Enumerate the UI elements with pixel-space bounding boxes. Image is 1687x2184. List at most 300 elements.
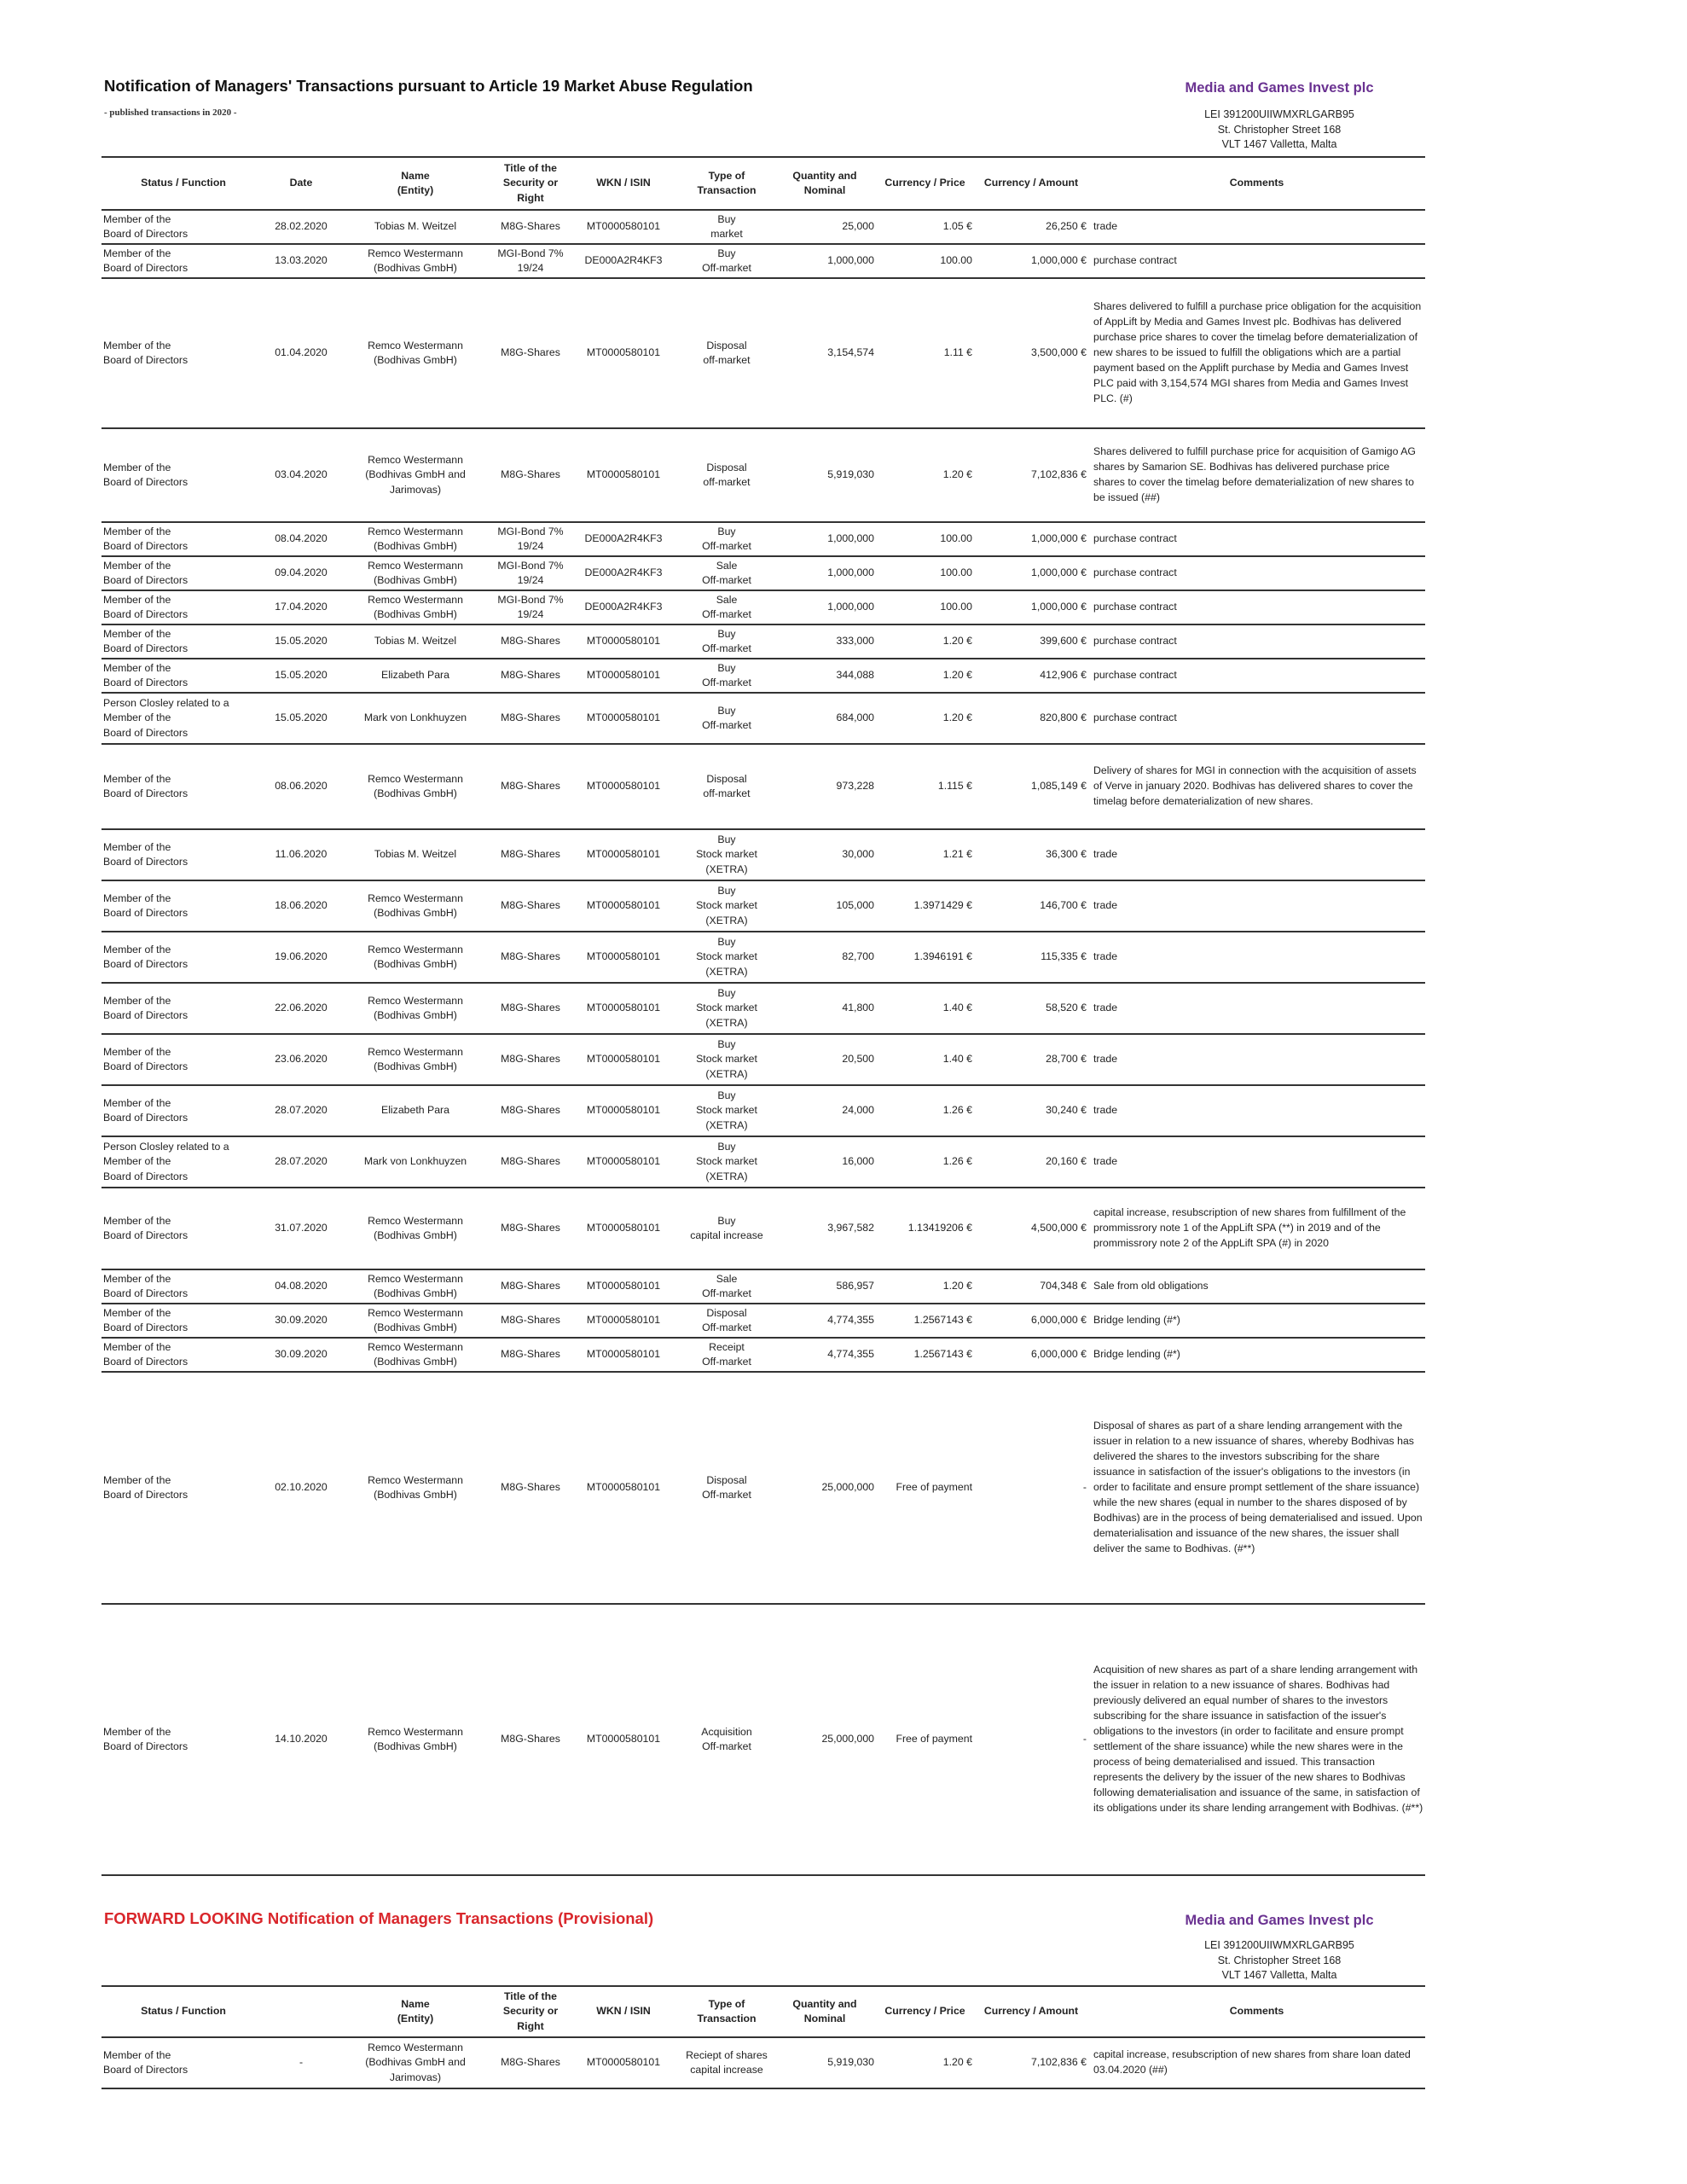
fwd-col-header-wkn: WKN / ISIN xyxy=(596,2005,651,2018)
cell-wkn: MT0000580101 xyxy=(586,1314,661,1327)
forward-table-row xyxy=(101,2037,1425,2088)
fwd-col-header-amount: Currency / Amount xyxy=(983,2005,1079,2018)
cell-type: Buy Stock market (XETRA) xyxy=(696,986,757,1029)
forward-company-name: Media and Games Invest plc xyxy=(1185,1913,1374,1928)
cell-amount: 1,085,149 € xyxy=(1031,780,1087,793)
cell-date: 30.09.2020 xyxy=(275,1348,328,1361)
cell-price: Free of payment xyxy=(896,1481,972,1494)
cell-name: Remco Westermann (Bodhivas GmbH) xyxy=(368,339,463,366)
forward-looking-title: FORWARD LOOKING Notification of Managers Transactions (Provisional) xyxy=(104,1909,654,1927)
cell-type: Sale Off-market xyxy=(702,559,751,586)
cell-wkn: MT0000580101 xyxy=(586,669,661,682)
cell-amount: 146,700 € xyxy=(1040,899,1087,912)
cell-amount: - xyxy=(1082,1481,1087,1494)
cell-price: 1.26 € xyxy=(942,1104,972,1117)
forward-company-street: St. Christopher Street 168 xyxy=(1217,1954,1342,1966)
cell-amount: 30,240 € xyxy=(1046,1104,1087,1117)
cell-qty: 5,919,030 xyxy=(827,2056,874,2069)
cell-title: M8G-Shares xyxy=(501,1104,560,1117)
cell-amount: 412,906 € xyxy=(1040,669,1087,682)
col-header-wkn: WKN / ISIN xyxy=(596,177,651,189)
cell-title: M8G-Shares xyxy=(501,1222,560,1234)
cell-qty: 5,919,030 xyxy=(827,468,874,481)
cell-type: Sale Off-market xyxy=(702,1272,751,1299)
fwd-col-header-status: Status / Function xyxy=(141,2005,226,2018)
cell-wkn: MT0000580101 xyxy=(586,1348,661,1361)
table-row xyxy=(101,590,1425,624)
cell-qty: 25,000 xyxy=(842,220,874,233)
cell-price: 1.3971429 € xyxy=(913,899,972,912)
col-header-date: Date xyxy=(289,177,313,189)
cell-amount: 7,102,836 € xyxy=(1031,2056,1087,2069)
cell-type: Buy Stock market (XETRA) xyxy=(696,935,757,978)
cell-comment: trade xyxy=(1093,1155,1118,1168)
cell-qty: 105,000 xyxy=(836,899,874,912)
cell-date: 19.06.2020 xyxy=(275,950,328,963)
cell-title: M8G-Shares xyxy=(501,712,560,724)
table-row xyxy=(101,522,1425,556)
fwd-col-header-date xyxy=(265,1986,337,2037)
cell-comment: purchase contract xyxy=(1093,532,1177,545)
table-row xyxy=(101,983,1425,1034)
cell-comment: Bridge lending (#*) xyxy=(1093,1314,1180,1327)
cell-title: M8G-Shares xyxy=(501,848,560,861)
cell-type: Reciept of shares capital increase xyxy=(686,2048,768,2076)
cell-name: Remco Westermann (Bodhivas GmbH) xyxy=(368,247,463,274)
cell-price: 1.20 € xyxy=(942,669,972,682)
cell-name: Remco Westermann (Bodhivas GmbH) xyxy=(368,559,463,586)
cell-type: Buy Stock market (XETRA) xyxy=(696,833,757,875)
cell-comment: purchase contract xyxy=(1093,601,1177,613)
col-header-status: Status / Function xyxy=(141,177,226,189)
cell-amount: 1,000,000 € xyxy=(1031,532,1087,545)
fwd-col-header-price: Currency / Price xyxy=(884,2005,965,2018)
cell-qty: 333,000 xyxy=(836,635,874,648)
cell-title: M8G-Shares xyxy=(501,1280,560,1292)
cell-date: - xyxy=(299,2056,304,2069)
cell-price: 1.20 € xyxy=(942,635,972,648)
cell-amount: - xyxy=(1082,1733,1087,1745)
cell-title: M8G-Shares xyxy=(501,1348,560,1361)
cell-comment: capital increase, resubscription of new shares from share loan dated 03.04.2020 (##) xyxy=(1093,2048,1411,2076)
cell-price: Free of payment xyxy=(896,1733,972,1745)
cell-type: Buy Stock market (XETRA) xyxy=(696,1089,757,1131)
company-name: Media and Games Invest plc xyxy=(1185,80,1374,96)
cell-type: Buy Stock market (XETRA) xyxy=(696,884,757,926)
cell-comment: trade xyxy=(1093,220,1118,233)
col-header-amount: Currency / Amount xyxy=(983,177,1079,189)
cell-status: Person Closley related to a Member of the Board of Directors xyxy=(103,696,229,739)
cell-name: Remco Westermann (Bodhivas GmbH) xyxy=(368,892,463,919)
cell-price: 100.00 xyxy=(940,254,972,267)
cell-amount: 1,000,000 € xyxy=(1031,254,1087,267)
cell-status: Person Closley related to a Member of the Board of Directors xyxy=(103,1140,229,1182)
cell-amount: 4,500,000 € xyxy=(1031,1222,1087,1234)
cell-date: 15.05.2020 xyxy=(275,669,328,682)
cell-wkn: DE000A2R4KF3 xyxy=(584,532,663,545)
fwd-col-header-comments: Comments xyxy=(1229,2005,1284,2018)
company-city: VLT 1467 Valletta, Malta xyxy=(1221,138,1337,150)
cell-type: Disposal off-market xyxy=(703,772,751,799)
cell-name: Elizabeth Para xyxy=(381,669,449,682)
cell-qty: 25,000,000 xyxy=(821,1733,874,1745)
cell-price: 100.00 xyxy=(940,601,972,613)
cell-price: 1.2567143 € xyxy=(913,1348,972,1361)
cell-status: Member of the Board of Directors xyxy=(103,1214,188,1241)
cell-date: 09.04.2020 xyxy=(275,566,328,579)
cell-status: Member of the Board of Directors xyxy=(103,461,188,488)
cell-title: M8G-Shares xyxy=(501,899,560,912)
cell-date: 31.07.2020 xyxy=(275,1222,328,1234)
forward-company-lei: LEI 391200UIIWMXRLGARB95 xyxy=(1204,1939,1354,1951)
cell-name: Remco Westermann (Bodhivas GmbH) xyxy=(368,1045,463,1072)
table-row xyxy=(101,932,1425,983)
cell-wkn: MT0000580101 xyxy=(586,1733,661,1745)
cell-comment: purchase contract xyxy=(1093,254,1177,267)
cell-status: Member of the Board of Directors xyxy=(103,525,188,552)
cell-type: Buy Off-market xyxy=(702,525,751,552)
fwd-col-header-qty: Quantity and Nominal xyxy=(792,1997,857,2024)
cell-amount: 6,000,000 € xyxy=(1031,1348,1087,1361)
fwd-col-header-name: Name (Entity) xyxy=(397,1997,434,2024)
cell-wkn: MT0000580101 xyxy=(586,1280,661,1292)
cell-wkn: DE000A2R4KF3 xyxy=(584,601,663,613)
cell-price: 1.20 € xyxy=(942,712,972,724)
cell-wkn: MT0000580101 xyxy=(586,1053,661,1066)
cell-amount: 6,000,000 € xyxy=(1031,1314,1087,1327)
cell-title: M8G-Shares xyxy=(501,950,560,963)
table-row xyxy=(101,1604,1425,1875)
cell-status: Member of the Board of Directors xyxy=(103,840,188,868)
cell-name: Remco Westermann (Bodhivas GmbH) xyxy=(368,1306,463,1333)
table-row xyxy=(101,1136,1425,1188)
cell-qty: 24,000 xyxy=(842,1104,874,1117)
cell-wkn: MT0000580101 xyxy=(586,848,661,861)
cell-status: Member of the Board of Directors xyxy=(103,627,188,654)
cell-price: 1.2567143 € xyxy=(913,1314,972,1327)
cell-comment: Acquisition of new shares as part of a share lending arrangement with the issuer in relation to a new issuance of shares. Bodhivas had previously delivered an equal number of shares to the investors subscribing for the share issuance in satisfaction of the issuer's obligations to the investors (in order to facilitate and ensure prompt settlement of the share issuance) while the new shares were in the process of being dematerialised and issued. This transaction represents the delivery by the issuer of the new shares to Bodhivas following dematerialisation and issuance of the same, in satisfaction of its obligations under its share lending arrangement with Bodhivas. (#**) xyxy=(1093,1664,1423,1814)
document-title: Notification of Managers' Transactions pursuant to Article 19 Market Abuse Regulation xyxy=(104,77,753,95)
cell-comment: trade xyxy=(1093,1002,1118,1014)
cell-qty: 586,957 xyxy=(836,1280,874,1292)
company-street: St. Christopher Street 168 xyxy=(1217,123,1342,136)
col-header-price: Currency / Price xyxy=(884,177,965,189)
cell-status: Member of the Board of Directors xyxy=(103,892,188,919)
cell-comment: purchase contract xyxy=(1093,712,1177,724)
cell-date: 02.10.2020 xyxy=(275,1481,328,1494)
cell-name: Tobias M. Weitzel xyxy=(374,220,457,233)
cell-type: Sale Off-market xyxy=(702,593,751,620)
cell-qty: 25,000,000 xyxy=(821,1481,874,1494)
cell-date: 28.07.2020 xyxy=(275,1155,328,1168)
table-row xyxy=(101,1304,1425,1338)
col-header-title: Title of the Security or Right xyxy=(502,161,559,204)
cell-type: Buy Off-market xyxy=(702,661,751,688)
cell-qty: 16,000 xyxy=(842,1155,874,1168)
cell-comment: Sale from old obligations xyxy=(1093,1280,1209,1292)
cell-title: M8G-Shares xyxy=(501,1314,560,1327)
company-address xyxy=(1143,107,1416,153)
cell-wkn: DE000A2R4KF3 xyxy=(584,566,663,579)
cell-qty: 1,000,000 xyxy=(827,254,874,267)
cell-wkn: MT0000580101 xyxy=(586,635,661,648)
cell-title: M8G-Shares xyxy=(501,669,560,682)
cell-qty: 3,967,582 xyxy=(827,1222,874,1234)
cell-status: Member of the Board of Directors xyxy=(103,1725,188,1752)
cell-title: M8G-Shares xyxy=(501,1155,560,1168)
cell-comment: trade xyxy=(1093,1104,1118,1117)
cell-status: Member of the Board of Directors xyxy=(103,661,188,688)
table-row xyxy=(101,693,1425,744)
table-row xyxy=(101,428,1425,522)
cell-qty: 41,800 xyxy=(842,1002,874,1014)
table-row xyxy=(101,278,1425,428)
cell-amount: 28,700 € xyxy=(1046,1053,1087,1066)
cell-title: M8G-Shares xyxy=(501,1733,560,1745)
table-row xyxy=(101,556,1425,590)
cell-title: M8G-Shares xyxy=(501,2056,560,2069)
cell-wkn: MT0000580101 xyxy=(586,712,661,724)
cell-name: Remco Westermann (Bodhivas GmbH) xyxy=(368,772,463,799)
cell-price: 1.40 € xyxy=(942,1002,972,1014)
cell-comment: trade xyxy=(1093,899,1118,912)
cell-price: 1.11 € xyxy=(943,346,972,359)
cell-qty: 4,774,355 xyxy=(827,1314,874,1327)
cell-qty: 3,154,574 xyxy=(827,346,874,359)
forward-table-header-row xyxy=(101,1986,1425,2037)
cell-title: MGI-Bond 7% 19/24 xyxy=(497,559,564,586)
table-row xyxy=(101,744,1425,829)
table-row xyxy=(101,1269,1425,1304)
cell-title: M8G-Shares xyxy=(501,1002,560,1014)
cell-date: 15.05.2020 xyxy=(275,712,328,724)
cell-amount: 1,000,000 € xyxy=(1031,601,1087,613)
cell-status: Member of the Board of Directors xyxy=(103,1340,188,1368)
cell-name: Elizabeth Para xyxy=(381,1104,449,1117)
col-header-qty: Quantity and Nominal xyxy=(792,169,857,196)
cell-price: 1.05 € xyxy=(942,220,972,233)
cell-qty: 973,228 xyxy=(836,780,874,793)
col-header-type: Type of Transaction xyxy=(697,169,757,196)
cell-type: Disposal off-market xyxy=(703,461,751,488)
cell-date: 04.08.2020 xyxy=(275,1280,328,1292)
cell-comment: purchase contract xyxy=(1093,635,1177,648)
table-row xyxy=(101,829,1425,880)
table-row xyxy=(101,624,1425,659)
cell-date: 17.04.2020 xyxy=(275,601,328,613)
cell-type: Disposal Off-market xyxy=(702,1473,751,1501)
cell-qty: 344,088 xyxy=(836,669,874,682)
cell-comment: trade xyxy=(1093,848,1118,861)
cell-name: Remco Westermann (Bodhivas GmbH) xyxy=(368,1340,463,1368)
cell-price: 1.20 € xyxy=(942,2056,972,2069)
table-row xyxy=(101,1188,1425,1269)
table-row xyxy=(101,1085,1425,1136)
cell-type: Buy market xyxy=(710,212,743,240)
cell-name: Remco Westermann (Bodhivas GmbH) xyxy=(368,1214,463,1241)
cell-status: Member of the Board of Directors xyxy=(103,772,188,799)
cell-status: Member of the Board of Directors xyxy=(103,1096,188,1124)
cell-date: 18.06.2020 xyxy=(275,899,328,912)
cell-title: M8G-Shares xyxy=(501,468,560,481)
cell-price: 1.26 € xyxy=(942,1155,972,1168)
transactions-table xyxy=(101,156,1425,1876)
cell-qty: 684,000 xyxy=(836,712,874,724)
cell-amount: 820,800 € xyxy=(1040,712,1087,724)
cell-price: 100.00 xyxy=(940,532,972,545)
cell-amount: 36,300 € xyxy=(1046,848,1087,861)
cell-price: 1.40 € xyxy=(942,1053,972,1066)
cell-wkn: MT0000580101 xyxy=(586,1155,661,1168)
forward-transactions-table xyxy=(101,1985,1425,2089)
cell-name: Remco Westermann (Bodhivas GmbH and Jarimovas) xyxy=(365,453,466,496)
cell-price: 1.13419206 € xyxy=(907,1222,972,1234)
cell-wkn: MT0000580101 xyxy=(586,2056,661,2069)
cell-title: M8G-Shares xyxy=(501,1481,560,1494)
cell-name: Remco Westermann (Bodhivas GmbH) xyxy=(368,593,463,620)
cell-qty: 1,000,000 xyxy=(827,566,874,579)
cell-qty: 20,500 xyxy=(842,1053,874,1066)
cell-status: Member of the Board of Directors xyxy=(103,943,188,970)
cell-amount: 1,000,000 € xyxy=(1031,566,1087,579)
cell-type: Disposal Off-market xyxy=(702,1306,751,1333)
cell-type: Buy Off-market xyxy=(702,247,751,274)
cell-comment: Shares delivered to fulfill purchase price for acquisition of Gamigo AG shares by Samarion SE. Bodhivas has delivered purchase price shares to cover the timelag before dematerialization of new shares to be issued (##) xyxy=(1093,445,1416,503)
cell-wkn: MT0000580101 xyxy=(586,1104,661,1117)
cell-price: 1.115 € xyxy=(937,780,972,793)
cell-comment: Shares delivered to fulfill a purchase price obligation for the acquisition of AppLift by Media and Games Invest plc. Bodhivas has delivered purchase price shares to cover the timelag before dematerialization of new shares to be issued to fulfill the obligations which are a partial payment based on the Applift purchase by Media and Games Invest PLC paid with 3,154,574 MGI shares from Media and Games Invest PLC. (#) xyxy=(1093,300,1422,404)
cell-wkn: MT0000580101 xyxy=(586,1222,661,1234)
cell-qty: 1,000,000 xyxy=(827,532,874,545)
cell-type: Acquisition Off-market xyxy=(701,1725,752,1752)
cell-date: 08.06.2020 xyxy=(275,780,328,793)
cell-name: Tobias M. Weitzel xyxy=(374,848,457,861)
cell-title: M8G-Shares xyxy=(501,635,560,648)
cell-price: 1.20 € xyxy=(942,1280,972,1292)
cell-status: Member of the Board of Directors xyxy=(103,247,188,274)
cell-date: 30.09.2020 xyxy=(275,1314,328,1327)
cell-status: Member of the Board of Directors xyxy=(103,339,188,366)
cell-type: Buy Off-market xyxy=(702,704,751,731)
cell-date: 28.02.2020 xyxy=(275,220,328,233)
cell-status: Member of the Board of Directors xyxy=(103,1272,188,1299)
cell-name: Remco Westermann (Bodhivas GmbH) xyxy=(368,994,463,1021)
cell-date: 23.06.2020 xyxy=(275,1053,328,1066)
cell-amount: 115,335 € xyxy=(1041,950,1087,963)
cell-status: Member of the Board of Directors xyxy=(103,593,188,620)
cell-wkn: MT0000580101 xyxy=(586,346,661,359)
cell-price: 100.00 xyxy=(940,566,972,579)
cell-name: Mark von Lonkhuyzen xyxy=(363,1155,467,1168)
cell-date: 13.03.2020 xyxy=(275,254,328,267)
cell-title: M8G-Shares xyxy=(501,1053,560,1066)
cell-type: Receipt Off-market xyxy=(702,1340,751,1368)
cell-date: 03.04.2020 xyxy=(275,468,328,481)
cell-amount: 3,500,000 € xyxy=(1031,346,1087,359)
cell-comment: trade xyxy=(1093,950,1118,963)
cell-amount: 20,160 € xyxy=(1046,1155,1087,1168)
forward-company-city: VLT 1467 Valletta, Malta xyxy=(1221,1969,1337,1981)
cell-price: 1.20 € xyxy=(942,468,972,481)
table-row xyxy=(101,1338,1425,1372)
cell-type: Buy Off-market xyxy=(702,627,751,654)
cell-name: Remco Westermann (Bodhivas GmbH) xyxy=(368,943,463,970)
table-row xyxy=(101,880,1425,932)
cell-name: Remco Westermann (Bodhivas GmbH) xyxy=(368,525,463,552)
fwd-col-header-type: Type of Transaction xyxy=(697,1997,757,2024)
cell-wkn: MT0000580101 xyxy=(586,950,661,963)
cell-qty: 1,000,000 xyxy=(827,601,874,613)
forward-company-address xyxy=(1143,1938,1416,1984)
cell-wkn: DE000A2R4KF3 xyxy=(584,254,663,267)
cell-title: M8G-Shares xyxy=(501,780,560,793)
cell-date: 22.06.2020 xyxy=(275,1002,328,1014)
cell-comment: Delivery of shares for MGI in connection with the acquisition of assets of Verve in january 2020. Bodhivas has delivered shares to cover the timelag before dematerialization of new shares. xyxy=(1093,764,1417,807)
cell-comment: purchase contract xyxy=(1093,566,1177,579)
col-header-comments: Comments xyxy=(1229,177,1284,189)
cell-title: MGI-Bond 7% 19/24 xyxy=(497,247,564,274)
cell-name: Tobias M. Weitzel xyxy=(374,635,457,648)
cell-date: 08.04.2020 xyxy=(275,532,328,545)
table-header-row xyxy=(101,157,1425,210)
cell-wkn: MT0000580101 xyxy=(586,780,661,793)
cell-amount: 7,102,836 € xyxy=(1031,468,1087,481)
table-row xyxy=(101,1372,1425,1604)
cell-name: Remco Westermann (Bodhivas GmbH and Jarimovas) xyxy=(365,2041,466,2083)
cell-date: 11.06.2020 xyxy=(275,848,328,861)
cell-name: Mark von Lonkhuyzen xyxy=(363,712,467,724)
company-lei: LEI 391200UIIWMXRLGARB95 xyxy=(1204,108,1354,120)
cell-date: 15.05.2020 xyxy=(275,635,328,648)
cell-type: Buy Stock market (XETRA) xyxy=(696,1037,757,1080)
cell-amount: 704,348 € xyxy=(1040,1280,1087,1292)
cell-qty: 82,700 xyxy=(842,950,874,963)
cell-title: M8G-Shares xyxy=(501,346,560,359)
cell-price: 1.21 € xyxy=(942,848,972,861)
cell-qty: 4,774,355 xyxy=(827,1348,874,1361)
cell-qty: 30,000 xyxy=(842,848,874,861)
cell-comment: capital increase, resubscription of new shares from fulfillment of the prommissrory note 1 of the AppLift SPA (**) in 2019 and of the prommissrory note 2 of the AppLift SPA (#) in 2020 xyxy=(1093,1206,1406,1249)
cell-wkn: MT0000580101 xyxy=(586,1002,661,1014)
cell-type: Disposal off-market xyxy=(703,339,751,366)
cell-wkn: MT0000580101 xyxy=(586,1481,661,1494)
cell-title: MGI-Bond 7% 19/24 xyxy=(497,593,564,620)
table-row xyxy=(101,1034,1425,1085)
table-row xyxy=(101,659,1425,693)
cell-status: Member of the Board of Directors xyxy=(103,1306,188,1333)
table-row xyxy=(101,210,1425,244)
fwd-col-header-title: Title of the Security or Right xyxy=(502,1989,559,2032)
cell-status: Member of the Board of Directors xyxy=(103,559,188,586)
cell-price: 1.3946191 € xyxy=(913,950,972,963)
cell-comment: Bridge lending (#*) xyxy=(1093,1348,1180,1361)
cell-amount: 26,250 € xyxy=(1046,220,1087,233)
cell-title: MGI-Bond 7% 19/24 xyxy=(497,525,564,552)
cell-wkn: MT0000580101 xyxy=(586,899,661,912)
cell-comment: Disposal of shares as part of a share lending arrangement with the issuer in relation to a new issuance of shares, whereby Bodhivas has delivered the shares to the investors subscribing for the share issuance in satisfaction of the issuer's obligations to the investors (in order to facilitate and ensure prompt settlement of the share issuance) while the new shares (equal in number to the shares disposed of by Bodhivas) are in the process of being dematerialised and issued. Upon dematerialisation and issuance of the new shares, the issuer shall deliver the same to Bodhivas. (#**) xyxy=(1093,1420,1423,1554)
cell-name: Remco Westermann (Bodhivas GmbH) xyxy=(368,1725,463,1752)
cell-status: Member of the Board of Directors xyxy=(103,212,188,240)
cell-title: M8G-Shares xyxy=(501,220,560,233)
cell-comment: trade xyxy=(1093,1053,1118,1066)
cell-name: Remco Westermann (Bodhivas GmbH) xyxy=(368,1272,463,1299)
cell-status: Member of the Board of Directors xyxy=(103,2048,188,2076)
cell-status: Member of the Board of Directors xyxy=(103,1045,188,1072)
cell-amount: 58,520 € xyxy=(1046,1002,1087,1014)
cell-wkn: MT0000580101 xyxy=(586,220,661,233)
col-header-name: Name (Entity) xyxy=(397,169,434,196)
document-subtitle: - published transactions in 2020 - xyxy=(104,107,237,118)
